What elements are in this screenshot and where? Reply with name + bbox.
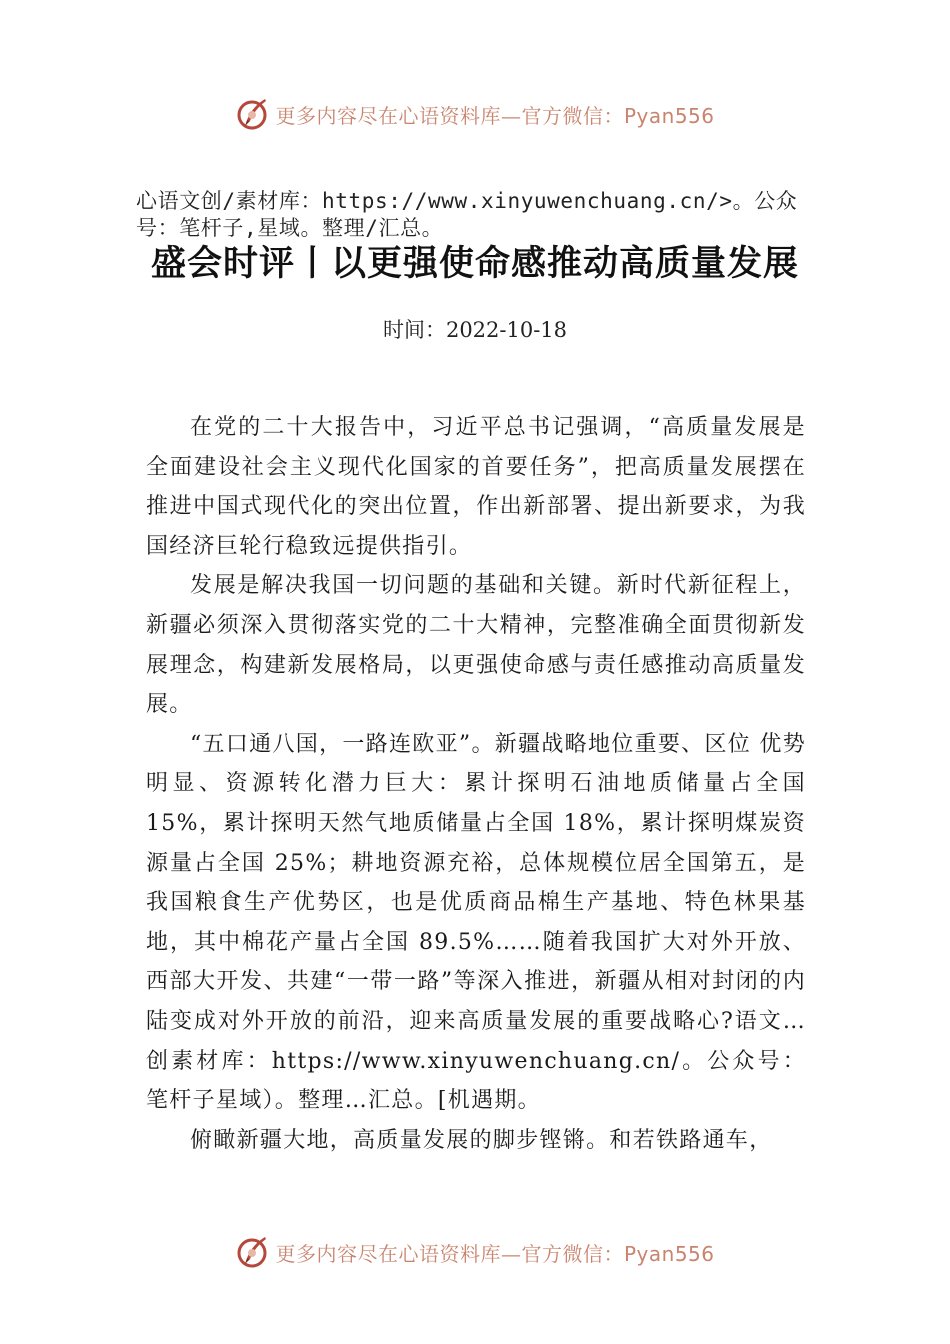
quill-logo-icon [235,1234,271,1270]
article-body [146,408,806,1160]
paragraph: 俯瞰新疆大地，高质量发展的脚步铿锵。和若铁路通车， [190,1127,773,1153]
banner-text: 更多内容尽在心语资料库—官方微信：Pyan556 [275,1241,715,1266]
wechat-id: Pyan556 [623,1241,715,1266]
header-banner [0,94,950,134]
banner-text: 更多内容尽在心语资料库—官方微信：Pyan556 [275,103,715,128]
article-title: 盛会时评丨以更强使命感推动高质量发展 [150,243,799,284]
article-date: 时间：2022-10-18 [382,318,568,342]
paragraph: “五口通八国，一路连欧亚”。新疆战略地位重要、区位 优势明显、资源转化潜力巨大：累计探明石油地质储量占全国 15%，累计探明天然气地质储量占全国 18%，累计探明煤炭资源量占全国 25%；耕地资源充裕，总体规模位居全国第五，是我国粮食生产优势区，也是优质商品棉生产基地、特色林果基地，其中棉花产量占全国 89.5%……随着我国扩大对外开放、西部大开发、共建“一带一路”等深入推进，新疆从相对封闭的内陆变成对外开放的前沿，迎来高质量发展的重要战略心?语文…创素材库：https://www.xinyuwenchuang.cn/。公众号：笔杆子星域）。整理…汇总。[机遇期。 [146,731,806,1114]
wechat-id: Pyan556 [623,103,715,128]
footer-banner [0,1232,950,1272]
paragraph: 发展是解决我国一切问题的基础和关键。新时代新征程上，新疆必须深入贯彻落实党的二十大精神，完整准确全面贯彻新发展理念，构建新发展格局，以更强使命感与责任感推动高质量发展。 [146,573,806,718]
quill-logo-icon [235,96,271,132]
source-line: 心语文创/素材库：https://www.xinyuwenchuang.cn/>。公众号：笔杆子,星域。整理/汇总。 [136,189,798,240]
paragraph: 在党的二十大报告中，习近平总书记强调，“高质量发展是全面建设社会主义现代化国家的首要任务”，把高质量发展摆在推进中国式现代化的突出位置，作出新部署、提出新要求，为我国经济巨轮行稳致远提供指引。 [146,415,806,559]
